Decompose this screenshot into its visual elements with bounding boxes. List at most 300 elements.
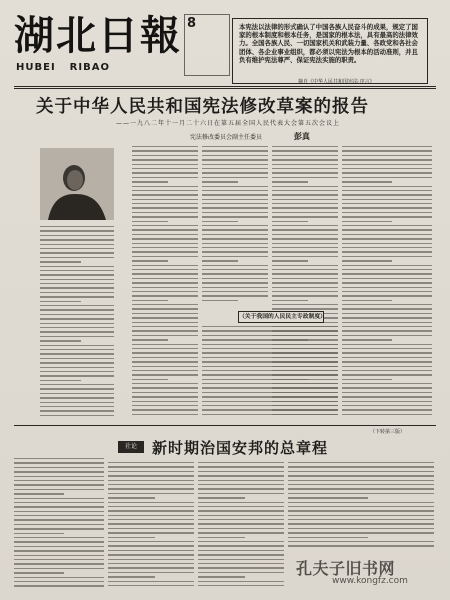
text-line bbox=[272, 304, 338, 305]
text-line bbox=[202, 273, 268, 274]
text-line bbox=[342, 207, 432, 208]
text-line bbox=[288, 515, 434, 516]
masthead-roman-left: HUBEI bbox=[16, 62, 56, 73]
text-line bbox=[272, 234, 338, 235]
text-line bbox=[342, 159, 432, 160]
text-line bbox=[198, 502, 284, 503]
text-line bbox=[342, 260, 392, 261]
article-inset-subheading: （关于我国的人民民主专政制度） bbox=[238, 311, 324, 323]
text-line bbox=[132, 352, 198, 353]
article-subline: ——一九八二年十一月二十六日在第五届全国人民代表大会第五次会议上 bbox=[116, 120, 341, 127]
text-line bbox=[342, 168, 432, 169]
text-line bbox=[202, 229, 268, 230]
text-line bbox=[202, 260, 238, 261]
masthead bbox=[14, 14, 184, 84]
text-line bbox=[198, 497, 245, 498]
text-line bbox=[14, 568, 104, 569]
text-line bbox=[342, 300, 392, 301]
text-line bbox=[40, 301, 81, 302]
text-line bbox=[40, 305, 114, 306]
text-line bbox=[342, 256, 432, 257]
masthead-title: 湖北日報 bbox=[14, 12, 182, 59]
text-line bbox=[132, 221, 168, 222]
text-line bbox=[342, 181, 392, 182]
text-line bbox=[198, 466, 284, 467]
text-line bbox=[342, 234, 432, 235]
section-divider bbox=[14, 425, 436, 426]
text-line bbox=[132, 409, 198, 410]
text-line bbox=[202, 278, 268, 279]
text-line bbox=[198, 523, 284, 524]
text-line bbox=[108, 550, 194, 551]
text-line bbox=[14, 524, 104, 525]
text-line bbox=[132, 229, 198, 230]
text-line bbox=[202, 392, 338, 393]
text-line bbox=[272, 216, 338, 217]
text-line bbox=[132, 212, 198, 213]
text-line bbox=[198, 510, 284, 511]
text-line bbox=[40, 318, 114, 319]
text-line bbox=[108, 475, 194, 476]
text-line bbox=[14, 515, 104, 516]
text-line bbox=[342, 278, 432, 279]
text-line bbox=[202, 238, 268, 239]
editorial-column-4 bbox=[288, 462, 434, 552]
text-line bbox=[108, 567, 194, 568]
text-line bbox=[272, 265, 338, 266]
text-line bbox=[132, 146, 198, 147]
editorial-badge: 社论 bbox=[118, 441, 144, 453]
text-line bbox=[342, 155, 432, 156]
text-line bbox=[202, 150, 268, 151]
text-line bbox=[40, 266, 114, 267]
text-line bbox=[342, 401, 432, 402]
text-line bbox=[272, 260, 308, 261]
text-line bbox=[272, 199, 338, 200]
text-line bbox=[342, 383, 432, 384]
text-line bbox=[198, 480, 284, 481]
text-line bbox=[108, 488, 194, 489]
text-line bbox=[342, 203, 432, 204]
text-line bbox=[342, 291, 432, 292]
text-line bbox=[288, 493, 434, 494]
text-line bbox=[288, 506, 434, 507]
text-line bbox=[14, 577, 104, 578]
text-line bbox=[132, 177, 198, 178]
text-line bbox=[40, 331, 114, 332]
text-line bbox=[198, 515, 284, 516]
text-line bbox=[132, 322, 198, 323]
text-line bbox=[202, 405, 338, 406]
text-line bbox=[288, 480, 434, 481]
text-line bbox=[40, 410, 114, 411]
text-line bbox=[132, 225, 198, 226]
text-line bbox=[202, 361, 338, 362]
masthead-rule bbox=[14, 86, 436, 87]
portrait-photo bbox=[40, 148, 114, 220]
text-line bbox=[272, 172, 338, 173]
text-line bbox=[342, 199, 432, 200]
text-line bbox=[132, 164, 198, 165]
text-line bbox=[202, 159, 268, 160]
text-line bbox=[202, 234, 268, 235]
text-line bbox=[202, 181, 238, 182]
text-line bbox=[202, 414, 338, 415]
text-line bbox=[40, 375, 114, 376]
text-line bbox=[198, 462, 284, 463]
text-line bbox=[198, 493, 284, 494]
text-line bbox=[14, 550, 104, 551]
text-line bbox=[272, 150, 338, 151]
text-line bbox=[202, 348, 338, 349]
text-line bbox=[40, 367, 114, 368]
text-line bbox=[342, 335, 432, 336]
text-line bbox=[132, 374, 198, 375]
text-line bbox=[132, 273, 198, 274]
text-line bbox=[40, 239, 114, 240]
text-line bbox=[40, 244, 114, 245]
text-line bbox=[108, 497, 155, 498]
text-line bbox=[40, 252, 114, 253]
text-line bbox=[132, 181, 168, 182]
text-line bbox=[132, 344, 198, 345]
text-line bbox=[202, 383, 338, 384]
text-line bbox=[202, 269, 268, 270]
text-line bbox=[108, 471, 194, 472]
text-line bbox=[132, 339, 168, 340]
text-line bbox=[342, 304, 432, 305]
text-line bbox=[272, 186, 338, 187]
text-line bbox=[198, 537, 245, 538]
text-line bbox=[272, 287, 338, 288]
text-line bbox=[132, 414, 198, 415]
text-line bbox=[132, 387, 198, 388]
text-line bbox=[132, 366, 198, 367]
text-line bbox=[132, 190, 198, 191]
text-line bbox=[14, 537, 104, 538]
masthead-roman-right: RIBAO bbox=[69, 62, 110, 73]
text-line bbox=[342, 273, 432, 274]
text-line bbox=[132, 396, 198, 397]
text-line bbox=[198, 528, 284, 529]
text-line bbox=[342, 326, 432, 327]
text-line bbox=[342, 216, 432, 217]
watermark-brand: 孔夫子旧书网 bbox=[296, 559, 396, 578]
text-line bbox=[202, 374, 338, 375]
text-line bbox=[132, 172, 198, 173]
text-line bbox=[202, 221, 238, 222]
text-line bbox=[132, 282, 198, 283]
text-line bbox=[342, 370, 432, 371]
body-column-3 bbox=[202, 146, 268, 306]
text-line bbox=[198, 585, 284, 586]
text-line bbox=[288, 541, 434, 542]
text-line bbox=[198, 567, 284, 568]
text-line bbox=[40, 235, 114, 236]
text-line bbox=[272, 159, 338, 160]
text-line bbox=[198, 541, 284, 542]
text-line bbox=[272, 221, 308, 222]
text-line bbox=[202, 370, 338, 371]
text-line bbox=[272, 278, 338, 279]
masthead-romanization bbox=[16, 62, 110, 73]
article-byline bbox=[190, 131, 310, 142]
text-line bbox=[14, 533, 64, 534]
text-line bbox=[202, 265, 268, 266]
text-line bbox=[14, 546, 104, 547]
text-line bbox=[342, 357, 432, 358]
text-line bbox=[342, 352, 432, 353]
text-line bbox=[132, 269, 198, 270]
text-line bbox=[272, 194, 338, 195]
body-column-2 bbox=[132, 146, 198, 421]
text-line bbox=[202, 146, 268, 147]
constitution-quote-box: 本宪法以法律的形式确认了中国各族人民奋斗的成果，规定了国家的根本制度和根本任务，是国家的根本法，具有最高的法律效力。全国各族人民、一切国家机关和武装力量、各政党和各社会团体、各企业事业组织，都必须以宪法为根本的活动准则，并且负有维护宪法尊严、保证宪法实施的职责。 bbox=[232, 18, 428, 84]
text-line bbox=[14, 498, 104, 499]
text-line bbox=[198, 506, 284, 507]
text-line bbox=[108, 537, 155, 538]
text-line bbox=[342, 409, 432, 410]
text-line bbox=[108, 532, 194, 533]
text-line bbox=[198, 572, 284, 573]
text-line bbox=[272, 273, 338, 274]
text-line bbox=[342, 308, 432, 309]
text-line bbox=[272, 291, 338, 292]
text-line bbox=[342, 282, 432, 283]
text-line bbox=[342, 317, 432, 318]
text-line bbox=[202, 326, 338, 327]
text-line bbox=[40, 248, 114, 249]
text-line bbox=[132, 348, 198, 349]
text-line bbox=[288, 462, 434, 463]
text-line bbox=[14, 559, 104, 560]
text-line bbox=[40, 371, 114, 372]
text-line bbox=[342, 225, 432, 226]
text-line bbox=[288, 471, 434, 472]
text-line bbox=[108, 576, 155, 577]
text-line bbox=[132, 361, 198, 362]
text-line bbox=[342, 190, 432, 191]
text-line bbox=[198, 471, 284, 472]
text-line bbox=[202, 401, 338, 402]
text-line bbox=[40, 296, 114, 297]
text-line bbox=[132, 357, 198, 358]
text-line bbox=[342, 344, 432, 345]
text-line bbox=[198, 563, 284, 564]
text-line bbox=[202, 387, 338, 388]
text-line bbox=[288, 532, 434, 533]
text-line bbox=[342, 313, 432, 314]
text-line bbox=[132, 194, 198, 195]
text-line bbox=[14, 528, 104, 529]
text-line bbox=[272, 225, 338, 226]
text-line bbox=[342, 348, 432, 349]
text-line bbox=[132, 401, 198, 402]
editorial-title: 新时期治国安邦的总章程 bbox=[152, 439, 329, 457]
text-line bbox=[342, 379, 392, 380]
text-line bbox=[40, 323, 114, 324]
text-line bbox=[40, 384, 114, 385]
text-line bbox=[40, 358, 114, 359]
text-line bbox=[14, 541, 104, 542]
watermark-url: www.kongfz.com bbox=[332, 576, 408, 586]
text-line bbox=[132, 278, 198, 279]
text-line bbox=[14, 476, 104, 477]
text-line bbox=[40, 340, 81, 341]
text-line bbox=[14, 519, 104, 520]
text-line bbox=[40, 292, 114, 293]
text-line bbox=[132, 300, 168, 301]
text-line bbox=[40, 406, 114, 407]
text-line bbox=[40, 309, 114, 310]
text-line bbox=[108, 563, 194, 564]
text-line bbox=[14, 471, 104, 472]
text-line bbox=[272, 308, 338, 309]
text-line bbox=[342, 330, 432, 331]
text-line bbox=[132, 370, 198, 371]
text-line bbox=[342, 287, 432, 288]
text-line bbox=[202, 172, 268, 173]
text-line bbox=[132, 313, 198, 314]
text-line bbox=[108, 506, 194, 507]
text-line bbox=[40, 393, 114, 394]
text-line bbox=[108, 559, 194, 560]
text-line bbox=[132, 304, 198, 305]
text-line bbox=[202, 194, 268, 195]
text-line bbox=[132, 238, 198, 239]
portrait-image bbox=[40, 148, 114, 220]
text-line bbox=[108, 528, 194, 529]
text-line bbox=[272, 256, 338, 257]
text-line bbox=[202, 216, 268, 217]
text-line bbox=[40, 349, 114, 350]
text-line bbox=[132, 379, 168, 380]
text-line bbox=[132, 265, 198, 266]
text-line bbox=[272, 300, 308, 301]
text-line bbox=[40, 336, 114, 337]
text-line bbox=[342, 164, 432, 165]
text-line bbox=[288, 502, 434, 503]
text-line bbox=[132, 155, 198, 156]
text-line bbox=[342, 150, 432, 151]
text-line bbox=[202, 168, 268, 169]
text-line bbox=[198, 532, 284, 533]
text-line bbox=[202, 366, 338, 367]
masthead-rule-thin bbox=[14, 88, 436, 89]
text-line bbox=[40, 397, 114, 398]
text-line bbox=[40, 226, 114, 227]
body-column-3-lower bbox=[202, 326, 338, 421]
text-line bbox=[132, 186, 198, 187]
text-line bbox=[14, 502, 104, 503]
text-line bbox=[288, 537, 368, 538]
text-line bbox=[342, 251, 432, 252]
text-line bbox=[132, 295, 198, 296]
issue-info-box bbox=[184, 14, 230, 76]
text-line bbox=[132, 260, 168, 261]
text-line bbox=[272, 168, 338, 169]
text-line bbox=[272, 295, 338, 296]
text-line bbox=[108, 480, 194, 481]
text-line bbox=[272, 155, 338, 156]
text-line bbox=[198, 488, 284, 489]
text-line bbox=[202, 287, 268, 288]
text-line bbox=[132, 326, 198, 327]
text-line bbox=[108, 572, 194, 573]
text-line bbox=[202, 335, 338, 336]
text-line bbox=[108, 554, 194, 555]
text-line bbox=[202, 339, 338, 340]
text-line bbox=[198, 484, 284, 485]
text-line bbox=[108, 581, 194, 582]
text-line bbox=[40, 415, 114, 416]
text-line bbox=[272, 243, 338, 244]
text-line bbox=[108, 466, 194, 467]
text-line bbox=[108, 523, 194, 524]
text-line bbox=[202, 186, 268, 187]
text-line bbox=[40, 353, 114, 354]
text-line bbox=[272, 282, 338, 283]
text-line bbox=[132, 287, 198, 288]
text-line bbox=[288, 528, 434, 529]
text-line bbox=[342, 361, 432, 362]
text-line bbox=[342, 405, 432, 406]
text-line bbox=[14, 493, 64, 494]
text-line bbox=[132, 159, 198, 160]
text-line bbox=[288, 497, 368, 498]
text-line bbox=[108, 502, 194, 503]
text-line bbox=[14, 563, 104, 564]
text-line bbox=[132, 317, 198, 318]
text-line bbox=[202, 291, 268, 292]
text-line bbox=[342, 146, 432, 147]
continued-note: （下转第三版） bbox=[370, 429, 406, 435]
text-line bbox=[132, 168, 198, 169]
text-line bbox=[132, 383, 198, 384]
text-line bbox=[288, 475, 434, 476]
text-line bbox=[132, 247, 198, 248]
text-line bbox=[288, 466, 434, 467]
text-line bbox=[40, 283, 114, 284]
body-column-1 bbox=[40, 226, 114, 421]
text-line bbox=[288, 488, 434, 489]
issue-day: 8 bbox=[187, 16, 197, 31]
text-line bbox=[40, 314, 114, 315]
text-line bbox=[202, 300, 238, 301]
text-line bbox=[14, 467, 104, 468]
text-line bbox=[132, 251, 198, 252]
text-line bbox=[342, 366, 432, 367]
text-line bbox=[132, 234, 198, 235]
text-line bbox=[40, 402, 114, 403]
text-line bbox=[14, 572, 64, 573]
text-line bbox=[132, 216, 198, 217]
text-line bbox=[272, 203, 338, 204]
text-line bbox=[108, 484, 194, 485]
text-line bbox=[202, 243, 268, 244]
text-line bbox=[272, 229, 338, 230]
text-line bbox=[132, 150, 198, 151]
text-line bbox=[342, 243, 432, 244]
text-line bbox=[288, 510, 434, 511]
text-line bbox=[40, 345, 114, 346]
quote-source: 摘自《中华人民共和国宪法·序言》 bbox=[298, 79, 375, 85]
text-line bbox=[202, 203, 268, 204]
text-line bbox=[342, 387, 432, 388]
text-line bbox=[40, 261, 81, 262]
text-line bbox=[132, 199, 198, 200]
text-line bbox=[202, 409, 338, 410]
